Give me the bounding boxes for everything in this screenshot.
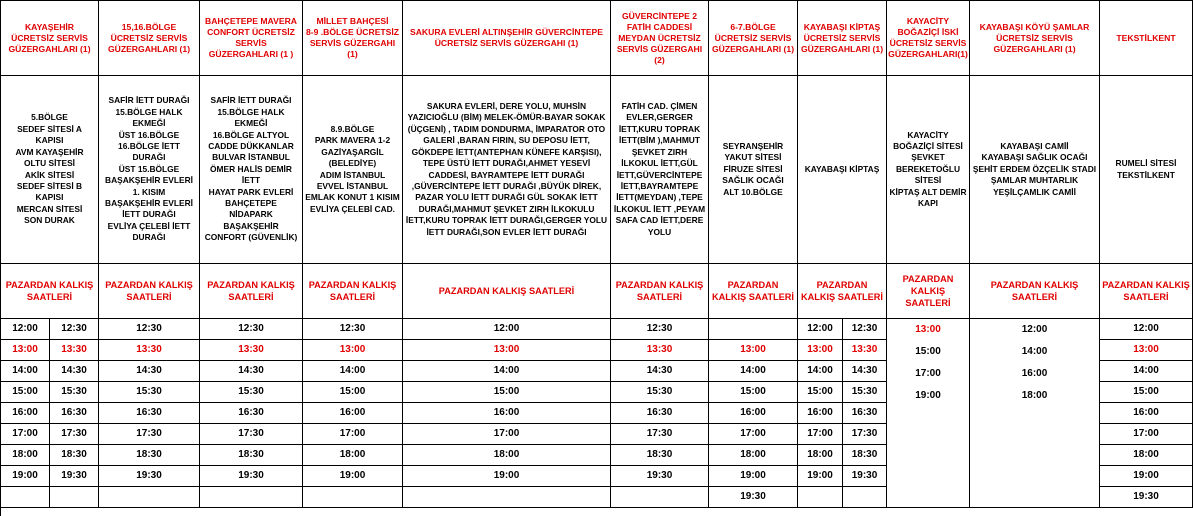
departure-label: PAZARDAN KALKIŞ SAATLERİ <box>1100 264 1193 319</box>
departure-time: 17:00 <box>915 368 941 379</box>
route-stops: FATİH CAD. ÇİMEN EVLER,GERGER İETT,KURU TOPRAK İETT(BİM ),MAHMUT ŞEVKET ZIRH İLKOKUL İETT,GÜL İETT,GÜVERCİNTEPE İETT,BAYRAMTEPE İETT(MEYDAN) ,TEPE İLKOKUL İETT ,PEYAM SAFA CAD İETT,DERE YOLU <box>611 76 709 264</box>
departure-time: 14:00 <box>709 361 798 382</box>
departure-time: 12:30 <box>611 319 709 340</box>
departure-time: 16:00 <box>303 403 403 424</box>
departure-time: 17:00 <box>1 424 50 445</box>
departure-time: 14:00 <box>1021 346 1048 357</box>
departure-time: 13:00 <box>915 324 941 335</box>
departure-time: 18:30 <box>99 445 200 466</box>
departure-time: 19:30 <box>611 466 709 487</box>
departure-label: PAZARDAN KALKIŞ SAATLERİ <box>798 264 887 319</box>
departure-time <box>611 487 709 508</box>
route-stops: KAYACİTY BOĞAZİÇİ SİTESİ ŞEVKET BEREKETOĞLU SİTESİ KİPTAŞ ALT DEMİR KAPI <box>887 76 970 264</box>
departure-time: 14:30 <box>611 361 709 382</box>
route-title: KAYAŞEHİR ÜCRETSİZ SERVİS GÜZERGAHLARI (1) <box>1 1 99 76</box>
departure-time: 15:00 <box>915 346 941 357</box>
departure-time: 14:30 <box>843 361 887 382</box>
departure-time: 16:30 <box>200 403 303 424</box>
departure-time <box>843 487 887 508</box>
departure-time: 12:30 <box>50 319 99 340</box>
departure-time: 17:00 <box>303 424 403 445</box>
departure-time: 19:00 <box>1100 466 1193 487</box>
departure-time: 18:00 <box>403 445 611 466</box>
departure-time: 15:00 <box>303 382 403 403</box>
departure-time: 18:30 <box>843 445 887 466</box>
route-stops: RUMELİ SİTESİ TEKSTİLKENT <box>1100 76 1193 264</box>
departure-time: 19:30 <box>843 466 887 487</box>
departure-time: 16:00 <box>798 403 843 424</box>
departure-time: 19:30 <box>709 487 798 508</box>
departure-time <box>403 487 611 508</box>
departure-time: 12:00 <box>1021 324 1048 335</box>
departure-time: 15:00 <box>1100 382 1193 403</box>
departure-time: 16:30 <box>99 403 200 424</box>
departure-time <box>200 487 303 508</box>
departure-time: 18:00 <box>798 445 843 466</box>
departure-time: 13:00 <box>798 340 843 361</box>
departure-time: 12:00 <box>1 319 50 340</box>
departure-time: 14:00 <box>303 361 403 382</box>
departure-time: 14:00 <box>1100 361 1193 382</box>
departure-time: 18:00 <box>709 445 798 466</box>
departure-time: 17:30 <box>611 424 709 445</box>
departure-time: 14:30 <box>200 361 303 382</box>
departure-time <box>303 487 403 508</box>
route-stops: SAFİR İETT DURAĞI 15.BÖLGE HALK EKMEĞİ 16.BÖLGE ALTYOL CADDE DÜKKANLAR BULVAR İSTANBUL ÖMER HALİS DEMİR İETT HAYAT PARK EVLERİ BAHÇETEPE NİDAPARK BAŞAKŞEHİR CONFORT (GÜVENLİK) <box>200 76 303 264</box>
departure-time: 18:00 <box>303 445 403 466</box>
departure-time: 15:00 <box>1 382 50 403</box>
departure-time: 15:30 <box>50 382 99 403</box>
departure-time: 12:00 <box>1100 319 1193 340</box>
departure-time <box>99 487 200 508</box>
departure-time: 18:00 <box>1021 390 1048 401</box>
departure-label: PAZARDAN KALKIŞ SAATLERİ <box>403 264 611 319</box>
departure-time: 17:30 <box>843 424 887 445</box>
departure-time: 19:30 <box>1100 487 1193 508</box>
departure-time: 16:00 <box>403 403 611 424</box>
departure-time: 18:30 <box>611 445 709 466</box>
departure-time: 18:00 <box>1100 445 1193 466</box>
departure-time: 13:00 <box>709 340 798 361</box>
departure-label: PAZARDAN KALKIŞ SAATLERİ <box>709 264 798 319</box>
departure-time: 12:00 <box>798 319 843 340</box>
departure-time <box>50 487 99 508</box>
departure-time: 15:00 <box>403 382 611 403</box>
departure-time: 12:00 <box>403 319 611 340</box>
route-title: 6-7.BÖLGE ÜCRETSİZ SERVİS GÜZERGAHLARI (1) <box>709 1 798 76</box>
route-title: BAHÇETEPE MAVERA CONFORT ÜCRETSİZ SERVİS GÜZERGAHLARI (1 ) <box>200 1 303 76</box>
route-stops: KAYABAŞI CAMİİ KAYABAŞI SAĞLIK OCAĞI ŞEHİT ERDEM ÖZÇELİK STADI ŞAMLAR MUHTARLIK YEŞİLÇAMLIK CAMİİ <box>970 76 1100 264</box>
departure-time: 13:30 <box>843 340 887 361</box>
departure-label: PAZARDAN KALKIŞ SAATLERİ <box>887 264 970 319</box>
departure-time: 17:00 <box>798 424 843 445</box>
departure-time: 16:00 <box>1021 368 1048 379</box>
route-title: MİLLET BAHÇESİ 8-9 .BÖLGE ÜCRETSİZ SERVİS GÜZERGAHI (1) <box>303 1 403 76</box>
route-stops: 8.9.BÖLGE PARK MAVERA 1-2 GAZİYAŞARGİL (BELEDİYE) ADIM İSTANBUL EVVEL İSTANBUL EMLAK KONUT 1 KISIM EVLİYA ÇELEBİ CAD. <box>303 76 403 264</box>
departure-time: 19:00 <box>915 390 941 401</box>
route-title: KAYACİTY BOĞAZİÇİ İSKİ ÜCRETSİZ SERVİS GÜZERGAHLARI(1) <box>887 1 970 76</box>
route-title: 15,16.BÖLGE ÜCRETSİZ SERVİS GÜZERGAHLARI (1) <box>99 1 200 76</box>
departure-time <box>709 319 798 340</box>
departure-time: 17:00 <box>1100 424 1193 445</box>
departure-time: 18:30 <box>200 445 303 466</box>
departure-label: PAZARDAN KALKIŞ SAATLERİ <box>1 264 99 319</box>
departure-time-list <box>887 319 970 508</box>
departure-time: 13:30 <box>611 340 709 361</box>
departure-time: 19:00 <box>1 466 50 487</box>
departure-time-list <box>970 319 1100 508</box>
departure-time: 15:30 <box>99 382 200 403</box>
departure-time: 16:30 <box>611 403 709 424</box>
departure-label: PAZARDAN KALKIŞ SAATLERİ <box>970 264 1100 319</box>
departure-time: 14:00 <box>1 361 50 382</box>
departure-time: 17:00 <box>403 424 611 445</box>
departure-time: 18:00 <box>1 445 50 466</box>
route-title: KAYABAŞI KÖYÜ ŞAMLAR ÜCRETSİZ SERVİS GÜZERGAHLARI (1) <box>970 1 1100 76</box>
departure-time: 13:30 <box>99 340 200 361</box>
departure-time: 19:00 <box>303 466 403 487</box>
departure-time: 13:00 <box>303 340 403 361</box>
departure-time: 19:00 <box>709 466 798 487</box>
route-stops: SEYRANŞEHİR YAKUT SİTESİ FİRUZE SİTESİ SAĞLIK OCAĞI ALT 10.BÖLGE <box>709 76 798 264</box>
departure-time: 14:30 <box>99 361 200 382</box>
route-title: KAYABAŞI KİPTAŞ ÜCRETSİZ SERVİS GÜZERGAHLARI (1) <box>798 1 887 76</box>
departure-time: 18:30 <box>50 445 99 466</box>
departure-label: PAZARDAN KALKIŞ SAATLERİ <box>611 264 709 319</box>
departure-time: 19:30 <box>200 466 303 487</box>
departure-time <box>1 487 50 508</box>
departure-time: 13:30 <box>50 340 99 361</box>
departure-time: 15:30 <box>611 382 709 403</box>
departure-time: 12:30 <box>200 319 303 340</box>
departure-time: 13:00 <box>1100 340 1193 361</box>
departure-time: 13:00 <box>1 340 50 361</box>
departure-time: 17:30 <box>99 424 200 445</box>
route-stops: 5.BÖLGE SEDEF SİTESİ A KAPISI AVM KAYAŞEHİR OLTU SİTESİ AKİK SİTESİ SEDEF SİTESİ B KAPISI MERCAN SİTESİ SON DURAK <box>1 76 99 264</box>
departure-time: 19:00 <box>798 466 843 487</box>
departure-label: PAZARDAN KALKIŞ SAATLERİ <box>200 264 303 319</box>
departure-time: 17:30 <box>200 424 303 445</box>
departure-time: 13:30 <box>200 340 303 361</box>
departure-time: 15:00 <box>798 382 843 403</box>
departure-time: 16:30 <box>843 403 887 424</box>
departure-time: 15:00 <box>709 382 798 403</box>
departure-label: PAZARDAN KALKIŞ SAATLERİ <box>303 264 403 319</box>
departure-time: 16:30 <box>50 403 99 424</box>
departure-label: PAZARDAN KALKIŞ SAATLERİ <box>99 264 200 319</box>
departure-time: 12:30 <box>99 319 200 340</box>
departure-time: 14:00 <box>403 361 611 382</box>
departure-time: 12:30 <box>843 319 887 340</box>
route-stops: SAFİR İETT DURAĞI 15.BÖLGE HALK EKMEĞİ ÜST 16.BÖLGE 16.BÖLGE İETT DURAĞI ÜST 15.BÖLGE BAŞAKŞEHİR EVLERİ 1. KISIM BAŞAKŞEHİR EVLERİ İETT DURAĞI EVLİYA ÇELEBİ İETT DURAĞI <box>99 76 200 264</box>
departure-time: 17:00 <box>709 424 798 445</box>
route-title: TEKSTİLKENT <box>1100 1 1193 76</box>
departure-time: 14:00 <box>798 361 843 382</box>
departure-time: 19:30 <box>50 466 99 487</box>
departure-time: 15:30 <box>843 382 887 403</box>
departure-time: 15:30 <box>200 382 303 403</box>
departure-time: 12:30 <box>303 319 403 340</box>
route-title: GÜVERCİNTEPE 2 FATİH CADDESİ MEYDAN ÜCRETSİZ SERVİS GÜZERGAHI (2) <box>611 1 709 76</box>
departure-time: 16:00 <box>1 403 50 424</box>
departure-time: 19:30 <box>99 466 200 487</box>
route-stops: KAYABAŞI KİPTAŞ <box>798 76 887 264</box>
departure-time: 14:30 <box>50 361 99 382</box>
departure-time <box>798 487 843 508</box>
route-title: SAKURA EVLERİ ALTINŞEHİR GÜVERCİNTEPE ÜCRETSİZ SERVİS GÜZERGAHI (1) <box>403 1 611 76</box>
departure-time: 13:00 <box>403 340 611 361</box>
departure-time: 16:00 <box>1100 403 1193 424</box>
departure-time: 16:00 <box>709 403 798 424</box>
departure-time: 19:00 <box>403 466 611 487</box>
route-stops: SAKURA EVLERİ, DERE YOLU, MUHSİN YAZICIOĞLU (BİM) MELEK-ÖMÜR-BAYAR SOKAK (ÜÇGENİ) , TADIM DONDURMA, İMPARATOR OTO GALERİ ,BARAN FIRIN, SU DEPOSU İETT, GÖKDEPE İETT(ANTEPHAN KÜNEFE KARŞISI), TEPE ÜSTÜ İETT DURAĞI,AHMET YESEVİ CADDESİ, BAYRAMTEPE İETT DURAĞI ,GÜVERCİNTEPE İETT DURAĞI ,BÜYÜK DİREK, PAZAR YOLU İETT DURAĞI GÜL SOKAK İETT DURAĞI,MAHMUT ŞEVKET ZIRH İLKOKULU İETT,KURU TOPRAK İETT DURAĞI,GERGER YOLU İETT DURAĞI,SON EVLER İETT DURAĞI <box>403 76 611 264</box>
departure-time: 17:30 <box>50 424 99 445</box>
